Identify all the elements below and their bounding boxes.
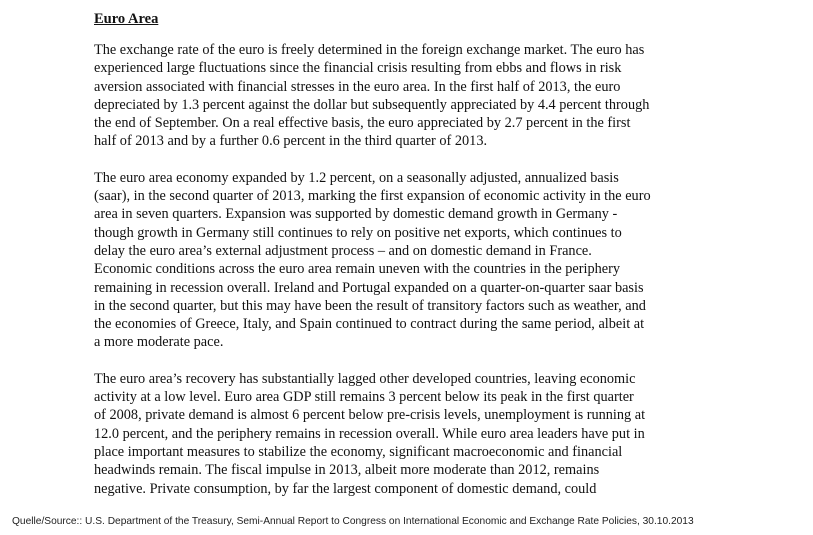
document-page (94, 10, 754, 516)
text-line: activity at a low level. Euro area GDP still remains 3 percent below its peak in the first quarter (94, 389, 634, 406)
text-line: The euro area’s recovery has substantially lagged other developed countries, leaving economic (94, 370, 636, 387)
text-line: experienced large fluctuations since the financial crisis resulting from ebbs and flows in risk (94, 60, 622, 77)
text-line: the end of September. On a real effective basis, the euro appreciated by 2.7 percent in the first (94, 115, 631, 132)
text-line: delay the euro area’s external adjustment process – and on domestic demand in France. (94, 242, 592, 259)
text-line: remaining in recession overall. Ireland and Portugal expanded on a quarter-on-quarter saar basis (94, 279, 644, 296)
text-line: area in seven quarters. Expansion was supported by domestic demand growth in Germany - (94, 206, 618, 223)
text-line: a more moderate pace. (94, 334, 224, 351)
text-line: aversion associated with financial stresses in the euro area. In the first half of 2013, the euro (94, 78, 621, 95)
text-line: The exchange rate of the euro is freely determined in the foreign exchange market. The euro has (94, 42, 645, 58)
text-line: Economic conditions across the euro area remain uneven with the countries in the periphery (94, 261, 621, 278)
text-line: half of 2013 and by a further 0.6 percent in the third quarter of 2013. (94, 133, 488, 150)
text-line: negative. Private consumption, by far the largest component of domestic demand, could (94, 480, 597, 497)
paragraph-economy (94, 169, 754, 352)
text-line: 12.0 percent, and the periphery remains in recession overall. While euro area leaders have put in (94, 425, 645, 442)
text-line: (saar), in the second quarter of 2013, marking the first expansion of economic activity in the euro (94, 188, 651, 205)
paragraph-recovery (94, 370, 754, 498)
text-line: the economies of Greece, Italy, and Spain continued to contract during the same period, albeit at (94, 316, 645, 333)
paragraph-exchange-rate (94, 41, 754, 151)
text-line: The euro area economy expanded by 1.2 percent, on a seasonally adjusted, annualized basis (94, 169, 619, 186)
text-line: depreciated by 1.3 percent against the dollar but subsequently appreciated by 4.4 percent through (94, 96, 650, 113)
text-line: in the second quarter, but this may have been the result of transitory factors such as weather, and (94, 297, 646, 314)
source-citation: Quelle/Source:: U.S. Department of the Treasury, Semi-Annual Report to Congress on International Economic and Exchange Rate Policies, 30.10.2013 (12, 516, 694, 527)
text-line: place important measures to stabilize the economy, significant macroeconomic and financial (94, 443, 623, 460)
text-line: of 2008, private demand is almost 6 percent below pre-crisis levels, unemployment is running at (94, 407, 646, 424)
text-line: headwinds remain. The fiscal impulse in 2013, albeit more moderate than 2012, remains (94, 462, 600, 479)
section-heading: Euro Area (94, 11, 159, 27)
text-line: though growth in Germany still continues to rely on positive net exports, which continues to (94, 224, 622, 241)
